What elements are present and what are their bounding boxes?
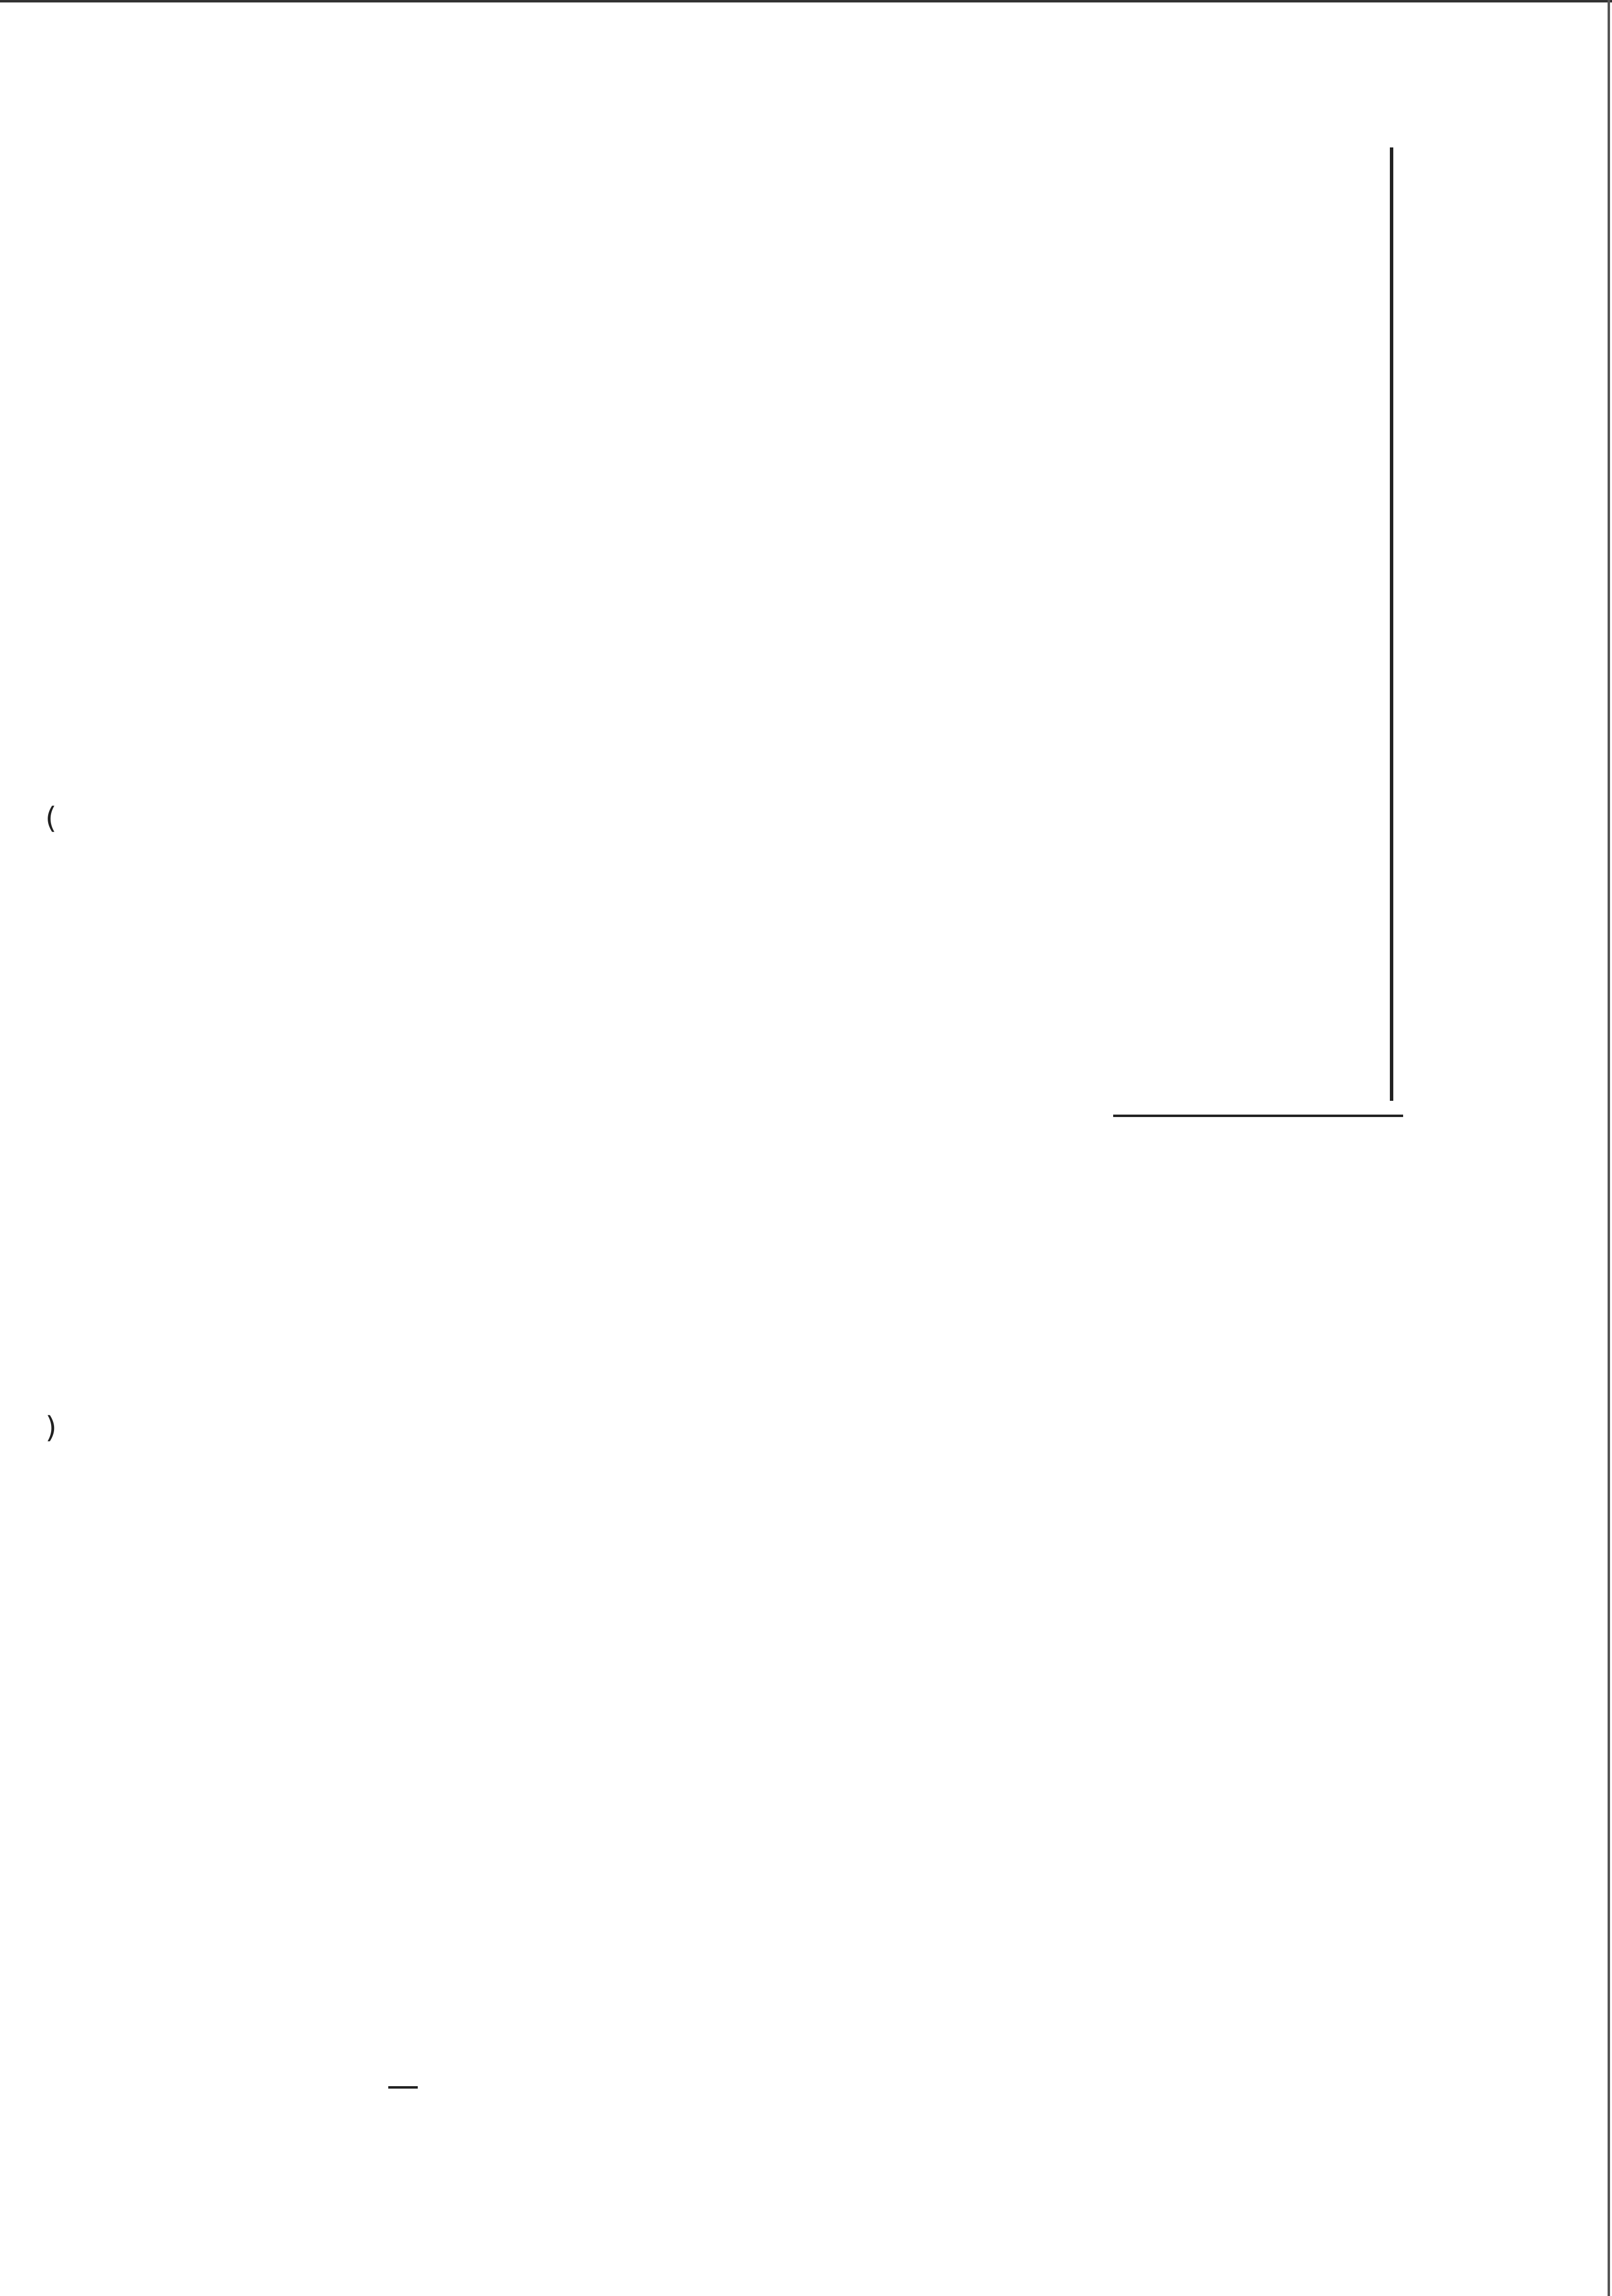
- end-dash-mark: [388, 2086, 418, 2089]
- scan-border-top: [0, 0, 1612, 2]
- column-side-rule: [1390, 147, 1393, 1101]
- clipping-bracket-mark: ): [45, 1410, 57, 1445]
- scan-border-right: [1608, 0, 1610, 2296]
- clipping-bracket-mark: (: [45, 801, 57, 835]
- column-end-rule: [1113, 1115, 1403, 1117]
